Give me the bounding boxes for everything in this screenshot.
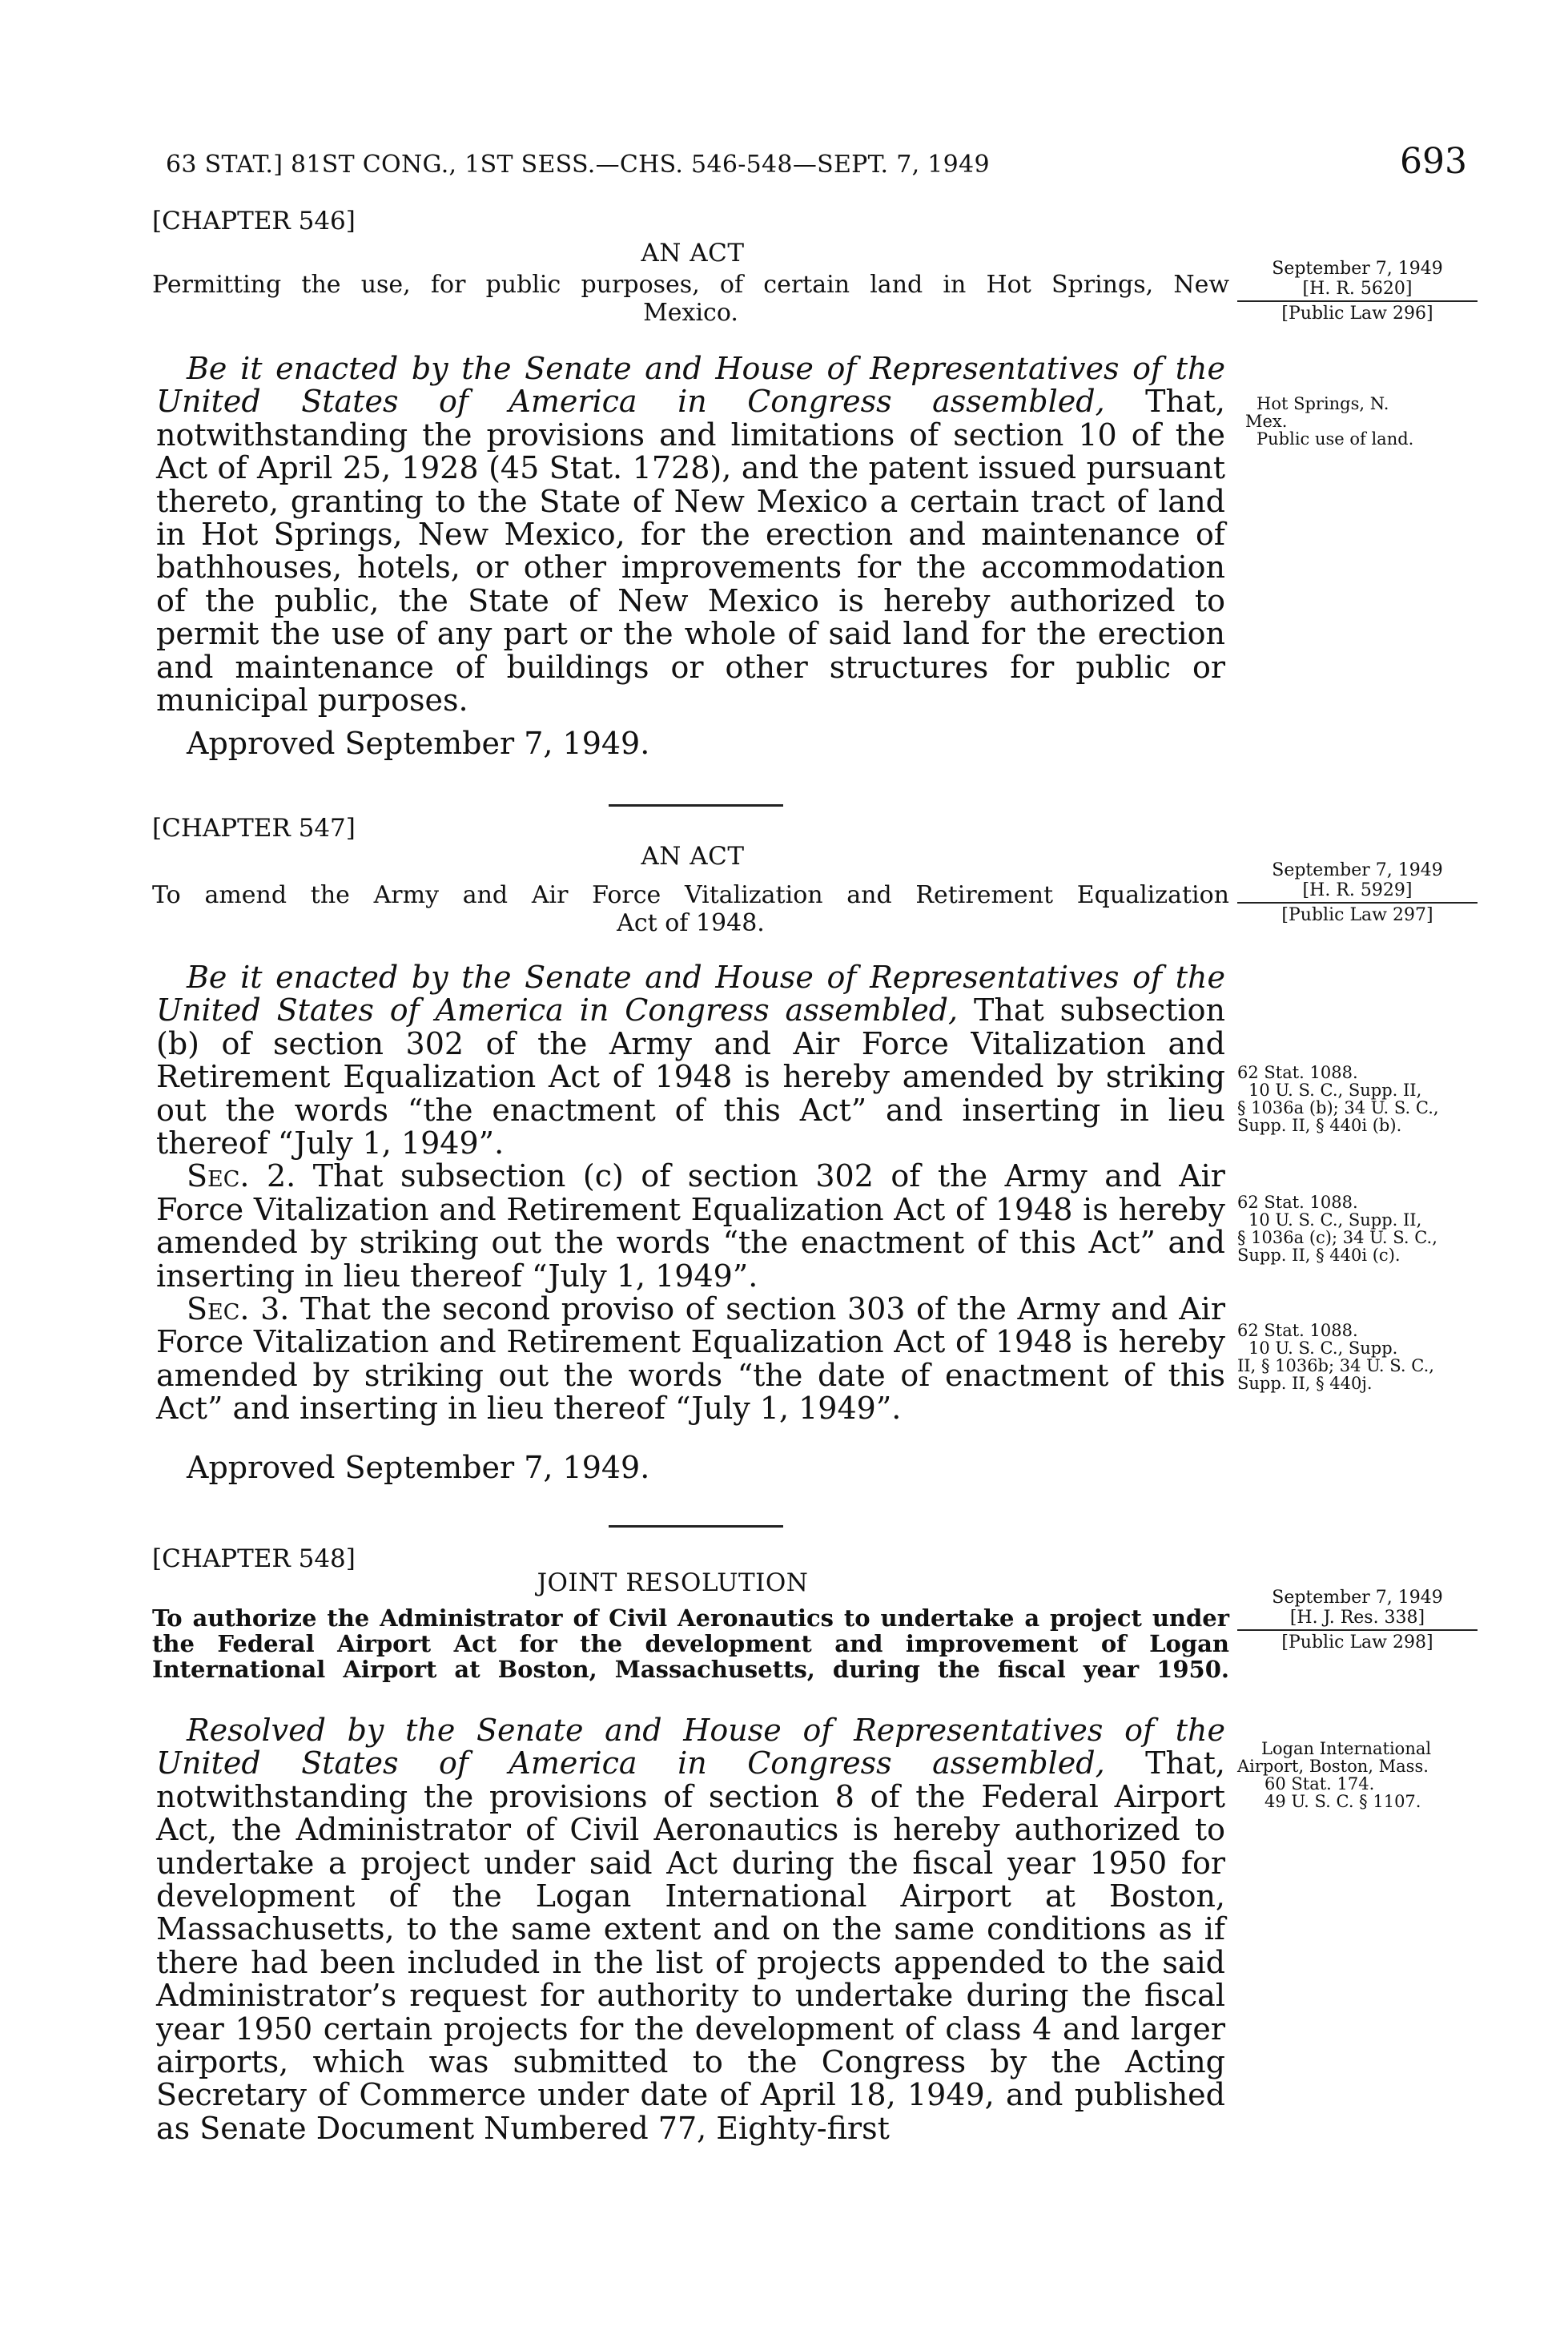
side-note-line: Public use of land.	[1256, 429, 1414, 449]
chapter-547-purpose	[152, 881, 1229, 937]
section-body: That subsection (b) of section 302 of the Army and Air Force Vitalization and Retirement Equalization Act of 1948 is hereby amended by striking out the words “the enactment of this Act” and inserting in lieu thereof “July 1, 1949”.	[156, 992, 1225, 1161]
section-body: That, notwithstanding the provisions and limitations of section 10 of the Act of April 25, 1928 (45 Stat. 1728), and the patent issued pursuant thereto, granting to the State of New Mexico a certain tract of land in Hot Springs, New Mexico, for the erection and maintenance of bathhouses, hotels, or other improvements for the accommodation of the public, the State of New Mexico is hereby authorized to permit the use of any part or the whole of said land for the erection and maintenance of buildings or other structures for public or municipal purposes.	[156, 384, 1225, 719]
section-body: That, notwithstanding the provisions of section 8 of the Federal Airport Act, the Administrator of Civil Aeronautics is hereby authorized to undertake a project under said Act during the fiscal year 1950 for development of the Logan International Airport at Boston, Massachusetts, to the same extent and on the same conditions as if there had been included in the list of projects appended to the said Administrator’s request for authority to undertake during the fiscal year 1950 certain projects for the development of class 4 and larger airports, which was submitted to the Congress by the Acting Secretary of Commerce under date of April 18, 1949, and published as Senate Document Numbered 77, Eighty-first	[156, 1745, 1225, 2146]
chapter-547-bill-number: [H. R. 5929]	[1302, 880, 1413, 900]
section-label: Sec. 3.	[187, 1291, 290, 1327]
section-body: That the second proviso of section 303 of the Army and Air Force Vitalization and Retirement Equalization Act of 1948 is hereby amended by striking out the words “the date of enactment of this Act” and inserting in lieu thereof “July 1, 1949”.	[156, 1291, 1225, 1427]
enacting-clause: Be it enacted by the Senate and House of Representatives of the United States of America in Congress assembled,	[156, 351, 1225, 420]
enacting-clause: Be it enacted by the Senate and House of Representatives of the United States of America in Congress assembled,	[156, 960, 1225, 1029]
page-number: 693	[1400, 141, 1467, 182]
chapter-548-purpose-line-3: International Airport at Boston, Massachusetts, during the fiscal year 1950.	[152, 1656, 1229, 1683]
chapter-547-section-2	[156, 1160, 1225, 1293]
side-note-line: 62 Stat. 1088.	[1237, 1321, 1358, 1340]
side-note-line: Supp. II, § 440i (c).	[1237, 1246, 1401, 1265]
side-note-line: 10 U. S. C., Supp.	[1248, 1339, 1398, 1358]
chapter-546-purpose	[152, 271, 1229, 327]
chapter-547-section-1	[156, 961, 1225, 1160]
section-body: That subsection (c) of section 302 of the Army and Air Force Vitalization and Retirement Equalization Act of 1948 is hereby amended by striking out the words “the enactment of this Act” and inserting in lieu thereof “July 1, 1949”.	[156, 1158, 1225, 1294]
chapter-548-purpose-line-2: the Federal Airport Act for the development and improvement of Logan	[152, 1630, 1229, 1657]
side-note-line: 62 Stat. 1088.	[1237, 1063, 1358, 1082]
side-note-line: § 1036a (c); 34 U. S. C.,	[1237, 1228, 1437, 1247]
chapter-546-section-1	[156, 352, 1225, 717]
chapter-547-text	[156, 961, 1225, 1426]
chapter-548-text	[156, 1714, 1225, 2145]
section-label: Sec. 2.	[187, 1158, 296, 1194]
chapter-548-side-note	[1237, 1740, 1478, 1810]
chapter-547-public-law: [Public Law 297]	[1281, 905, 1433, 925]
side-note-line: Mex.	[1245, 412, 1288, 431]
chapter-547-side-note-1	[1237, 1064, 1478, 1134]
chapter-547-side-note-2	[1237, 1194, 1478, 1264]
chapter-548-resolution-type: JOINT RESOLUTION	[537, 1568, 809, 1597]
chapter-548-margin-citation	[1237, 1588, 1478, 1653]
chapter-546-side-note	[1237, 395, 1478, 448]
side-note-line: 49 U. S. C. § 1107.	[1264, 1792, 1421, 1811]
chapter-546-public-law: [Public Law 296]	[1281, 304, 1433, 324]
side-note-line: 10 U. S. C., Supp. II,	[1248, 1210, 1422, 1230]
side-note-line: Logan International	[1261, 1739, 1432, 1758]
chapter-546-label: [CHAPTER 546]	[152, 207, 356, 236]
chapter-548-label: [CHAPTER 548]	[152, 1544, 356, 1573]
chapter-546-approval-date: September 7, 1949	[1272, 259, 1443, 279]
running-head	[166, 141, 1467, 186]
chapter-separator	[609, 804, 783, 807]
chapter-546-bill-number: [H. R. 5620]	[1302, 279, 1413, 299]
side-note-line: II, § 1036b; 34 U. S. C.,	[1237, 1356, 1434, 1375]
side-note-line: 10 U. S. C., Supp. II,	[1248, 1081, 1422, 1100]
chapter-546-purpose-line-1: Permitting the use, for public purposes, of certain land in Hot Springs, New	[152, 271, 1229, 299]
chapter-547-approval-date: September 7, 1949	[1272, 860, 1443, 880]
chapter-546-purpose-line-2: Mexico.	[643, 299, 738, 327]
chapter-547-side-note-3	[1237, 1322, 1478, 1392]
side-note-line: 62 Stat. 1088.	[1237, 1193, 1358, 1212]
chapter-548-public-law: [Public Law 298]	[1281, 1632, 1433, 1653]
side-note-line: 60 Stat. 174.	[1264, 1774, 1375, 1793]
running-head-citation: 63 STAT.] 81ST CONG., 1ST SESS.—CHS. 546-548—SEPT. 7, 1949	[166, 151, 990, 179]
chapter-548-bill-number: [H. J. Res. 338]	[1289, 1608, 1425, 1628]
side-note-line: Hot Springs, N.	[1256, 394, 1389, 413]
chapter-546-margin-citation	[1237, 259, 1478, 324]
chapter-548-purpose-line-1: To authorize the Administrator of Civil Aeronautics to undertake a project under	[152, 1604, 1229, 1632]
side-note-line: Supp. II, § 440j.	[1237, 1374, 1373, 1393]
chapter-548-section-1	[156, 1714, 1225, 2145]
chapter-547-approval: Approved September 7, 1949.	[187, 1450, 650, 1485]
chapter-547-label: [CHAPTER 547]	[152, 814, 356, 843]
chapter-548-purpose	[152, 1605, 1229, 1682]
chapter-separator	[609, 1525, 783, 1528]
chapter-547-margin-citation	[1237, 860, 1478, 925]
resolving-clause: Resolved by the Senate and House of Representatives of the United States of America in Congress assembled,	[156, 1713, 1225, 1781]
chapter-547-section-3	[156, 1293, 1225, 1426]
chapter-547-purpose-line-2: Act of 1948.	[617, 909, 765, 937]
margin-rule	[1237, 902, 1478, 904]
side-note-line: Supp. II, § 440i (b).	[1237, 1116, 1402, 1135]
chapter-547-act-type: AN ACT	[641, 842, 745, 871]
chapter-548-approval-date: September 7, 1949	[1272, 1588, 1443, 1608]
chapter-546-act-type: AN ACT	[641, 239, 745, 268]
side-note-line: Airport, Boston, Mass.	[1237, 1757, 1429, 1776]
side-note-line: § 1036a (b); 34 U. S. C.,	[1237, 1098, 1439, 1117]
margin-rule	[1237, 300, 1478, 302]
chapter-546-approval: Approved September 7, 1949.	[187, 726, 650, 761]
margin-rule	[1237, 1629, 1478, 1631]
chapter-546-text	[156, 352, 1225, 717]
chapter-547-purpose-line-1: To amend the Army and Air Force Vitalization and Retirement Equalization	[152, 881, 1229, 909]
